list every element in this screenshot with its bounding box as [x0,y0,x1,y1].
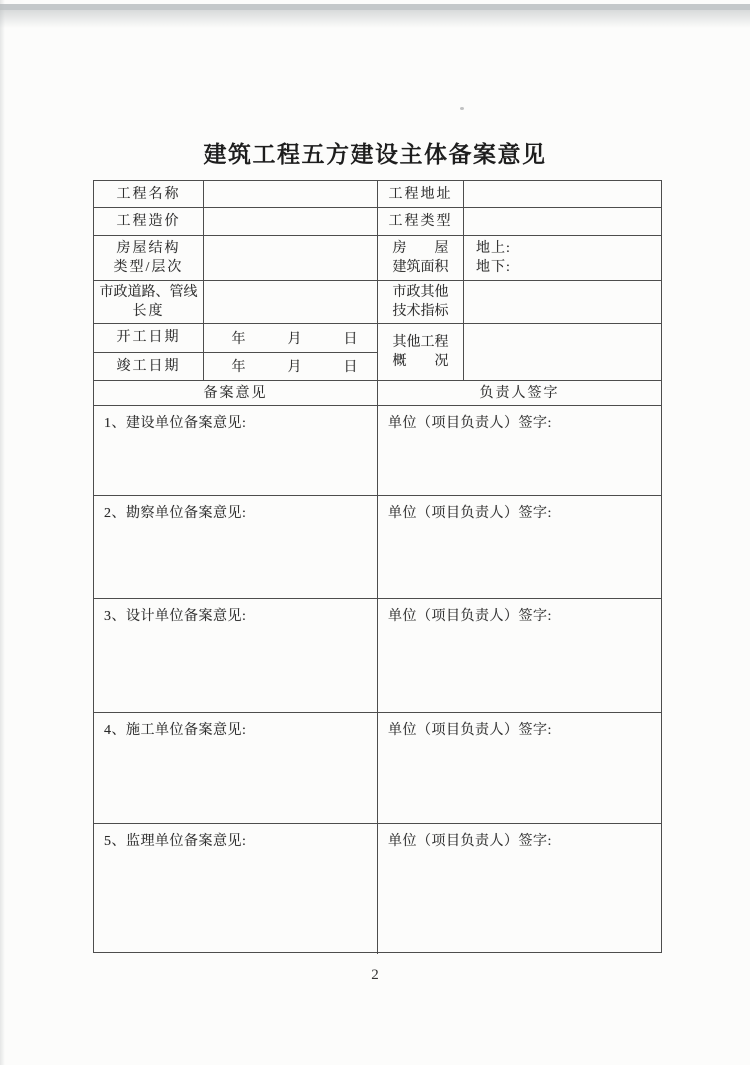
structure-label-line1: 房屋结构 [116,241,181,256]
end-date-row [94,353,377,381]
project-cost-value [204,208,378,235]
end-date-value: 年 月 日 [231,360,358,376]
date-rows-block [94,324,378,380]
project-name-value [204,181,378,207]
table-row [94,236,661,281]
opinion-row-supervision-unit [94,824,661,954]
filing-form-table [93,180,662,953]
opinion-header-row [94,381,661,406]
other-overview-label-line1: 其他工程 [392,335,449,350]
other-overview-value [464,324,661,380]
scan-speck [460,107,464,110]
opinion-row-survey-unit [94,496,661,599]
project-cost-label: 工程造价 [94,208,204,235]
signature-label: 单位（项目负责人）签字: [388,834,552,849]
other-overview-label [378,324,464,380]
opinion-header-right: 负责人签字 [479,385,560,401]
municipal-length-label [94,281,204,323]
other-overview-label-line2: 概 况 [392,354,449,369]
municipal-length-label-line1: 市政道路、管线 [99,285,198,300]
table-row [94,324,661,381]
signature-label: 单位（项目负责人）签字: [388,723,552,738]
table-row [94,181,661,208]
start-date-value: 年 月 日 [231,331,358,347]
floor-area-label [378,236,464,280]
structure-type-value [204,236,378,280]
end-date-label: 竣工日期 [94,353,204,381]
floor-area-above-field: 地上: [476,241,511,256]
project-address-label: 工程地址 [378,181,464,207]
page-number: 2 [371,967,379,983]
start-date-label: 开工日期 [94,324,204,352]
municipal-other-value [464,281,661,323]
municipal-other-label-line2: 技术指标 [392,304,449,319]
municipal-other-label [378,281,464,323]
start-date-row [94,324,377,353]
floor-area-value [464,236,661,280]
floor-area-below-field: 地下: [476,260,511,275]
structure-type-label [94,236,204,280]
project-type-value [464,208,661,235]
opinion-label: 2、勘察单位备案意见: [94,496,378,598]
opinion-row-construction-unit [94,406,661,496]
opinion-label: 3、设计单位备案意见: [94,599,378,712]
page-title: 建筑工程五方建设主体备案意见 [203,141,547,167]
project-address-value [464,181,661,207]
signature-label: 单位（项目负责人）签字: [388,609,552,624]
signature-label: 单位（项目负责人）签字: [388,416,552,431]
signature-label: 单位（项目负责人）签字: [388,506,552,521]
municipal-length-value [204,281,378,323]
municipal-other-label-line1: 市政其他 [392,285,449,300]
floor-area-label-line1: 房 屋 [392,241,449,256]
project-name-label: 工程名称 [94,181,204,207]
opinion-row-design-unit [94,599,661,713]
opinion-label: 4、施工单位备案意见: [94,713,378,823]
table-row [94,281,661,324]
project-type-label: 工程类型 [378,208,464,235]
opinion-label: 1、建设单位备案意见: [94,406,378,495]
municipal-length-label-line2: 长度 [132,304,165,319]
opinion-label: 5、监理单位备案意见: [94,824,378,954]
structure-label-line2: 类型/层次 [113,260,184,275]
table-row [94,208,661,236]
opinion-row-builder-unit [94,713,661,824]
scan-top-shadow [0,10,750,28]
opinion-header-left: 备案意见 [94,381,378,405]
floor-area-label-line2: 建筑面积 [392,260,449,275]
